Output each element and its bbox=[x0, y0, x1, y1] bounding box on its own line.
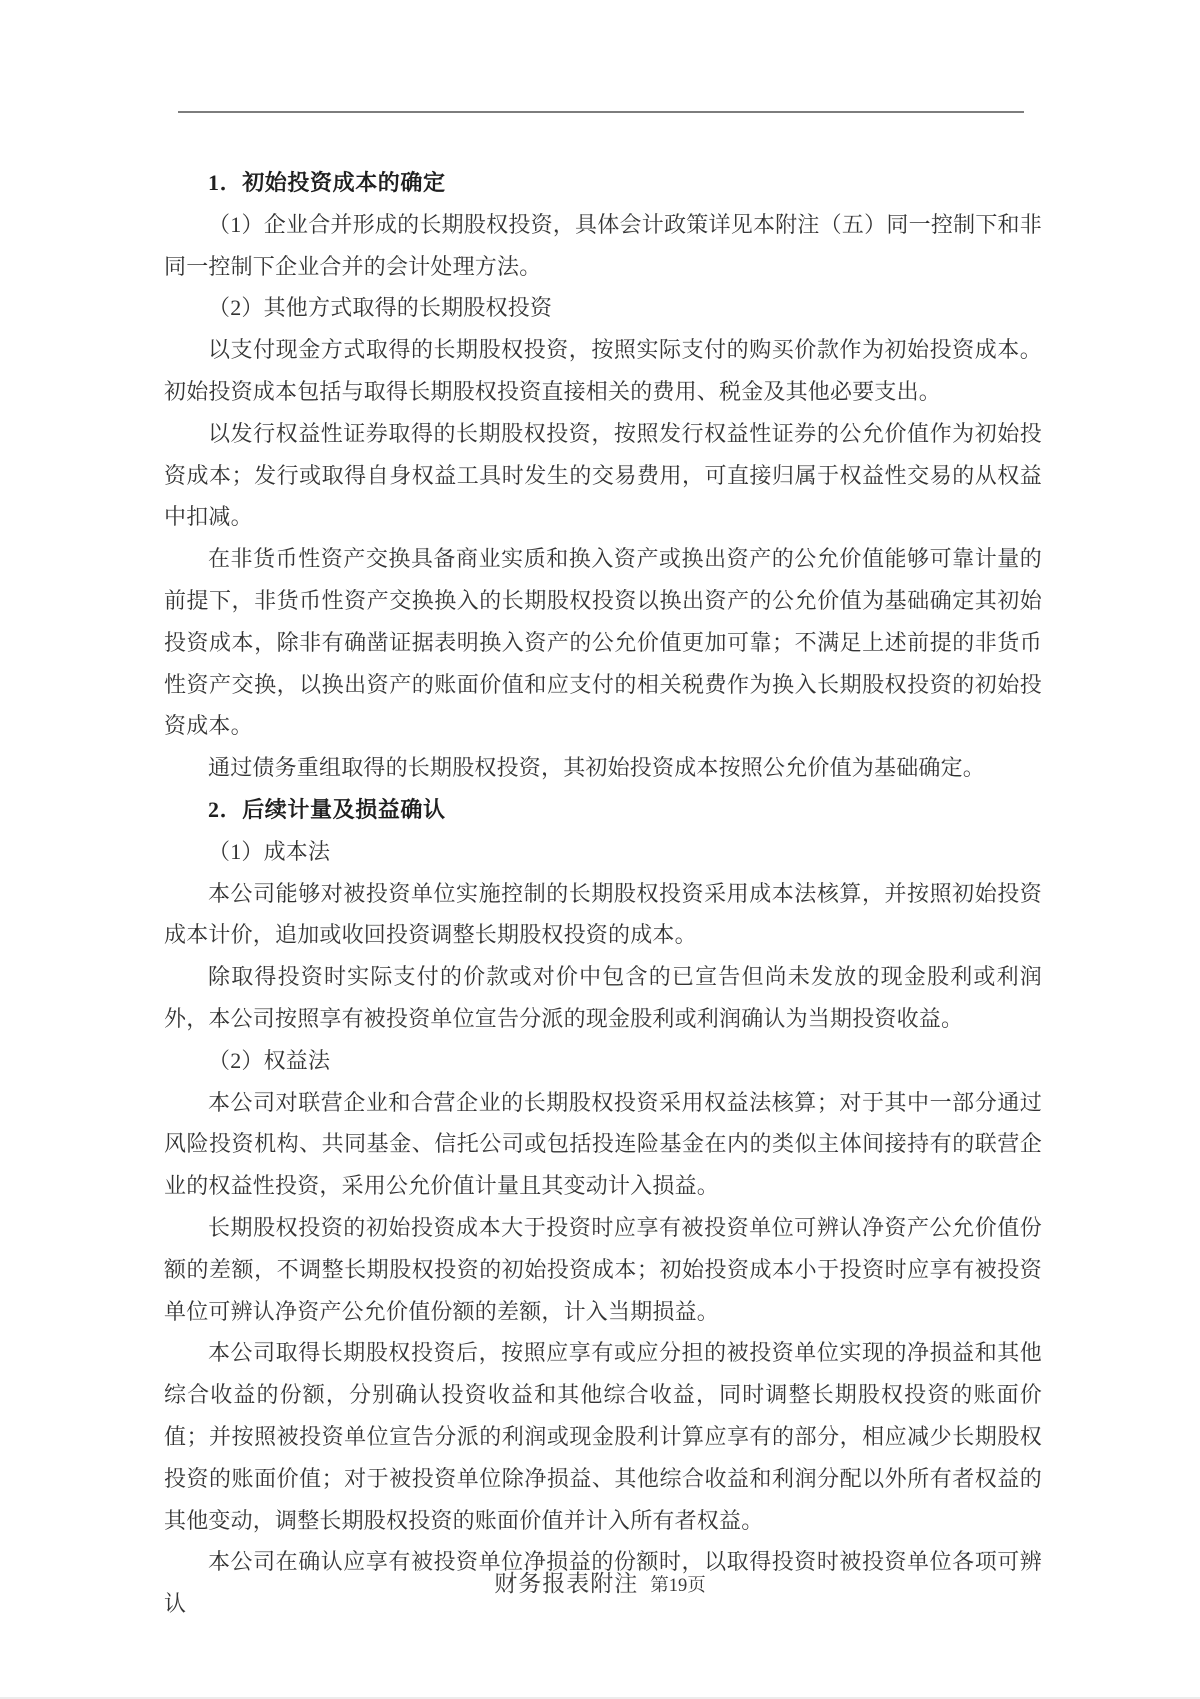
paragraph: 本公司在确认应享有被投资单位净损益的份额时，以取得投资时被投资单位各项可辨认 bbox=[164, 1549, 1042, 1617]
paragraph: 在非货币性资产交换具备商业实质和换入资产或换出资产的公允价值能够可靠计量的前提下，非货币性资产交换换入的长期股权投资以换出资产的公允价值为基础确定其初始投资成本，除非有确凿证据表明换入资产的公允价值更加可靠；不满足上述前提的非货币性资产交换，以换出资产的账面价值和应支付的相关税费作为换入长期股权投资的初始投资成本。 bbox=[164, 546, 1042, 739]
page-footer bbox=[0, 1565, 1200, 1598]
header-rule bbox=[178, 111, 1024, 113]
footer-page-number: 第19页 bbox=[650, 1576, 706, 1596]
paragraph: 长期股权投资的初始投资成本大于投资时应享有被投资单位可辨认净资产公允价值份额的差额，不调整长期股权投资的初始投资成本；初始投资成本小于投资时应享有被投资单位可辨认净资产公允价值份额的差额，计入当期损益。 bbox=[164, 1214, 1042, 1324]
paragraph: （2）其他方式取得的长期股权投资 bbox=[208, 295, 553, 321]
paragraph: （1）企业合并形成的长期股权投资，具体会计政策详见本附注（五）同一控制下和非同一控制下企业合并的会计处理方法。 bbox=[164, 211, 1042, 279]
document-body bbox=[164, 162, 1042, 1625]
paragraph: 本公司能够对被投资单位实施控制的长期股权投资采用成本法核算，并按照初始投资成本计价，追加或收回投资调整长期股权投资的成本。 bbox=[164, 880, 1042, 948]
paragraph: （2）权益法 bbox=[208, 1047, 331, 1073]
paragraph: 本公司取得长期股权投资后，按照应享有或应分担的被投资单位实现的净损益和其他综合收益的份额，分别确认投资收益和其他综合收益，同时调整长期股权投资的账面价值；并按照被投资单位宣告分派的利润或现金股利计算应享有的部分，相应减少长期股权投资的账面价值；对于被投资单位除净损益、其他综合收益和利润分配以外所有者权益的其他变动，调整长期股权投资的账面价值并计入所有者权益。 bbox=[164, 1340, 1042, 1533]
paragraph: 以发行权益性证券取得的长期股权投资，按照发行权益性证券的公允价值作为初始投资成本；发行或取得自身权益工具时发生的交易费用，可直接归属于权益性交易的从权益中扣减。 bbox=[164, 420, 1042, 530]
paragraph: 通过债务重组取得的长期股权投资，其初始投资成本按照公允价值为基础确定。 bbox=[208, 755, 986, 781]
section-heading: 2．后续计量及损益确认 bbox=[208, 796, 446, 822]
paragraph: （1）成本法 bbox=[208, 838, 331, 864]
paragraph: 除取得投资时实际支付的价款或对价中包含的已宣告但尚未发放的现金股利或利润外，本公司按照享有被投资单位宣告分派的现金股利或利润确认为当期投资收益。 bbox=[164, 964, 1042, 1031]
footer-title: 财务报表附注 bbox=[494, 1571, 639, 1596]
paragraph: 本公司对联营企业和合营企业的长期股权投资采用权益法核算；对于其中一部分通过风险投资机构、共同基金、信托公司或包括投连险基金在内的类似主体间接持有的联营企业的权益性投资，采用公允价值计量且其变动计入损益。 bbox=[164, 1089, 1042, 1199]
section-heading: 1．初始投资成本的确定 bbox=[208, 170, 446, 195]
paragraph: 以支付现金方式取得的长期股权投资，按照实际支付的购买价款作为初始投资成本。初始投资成本包括与取得长期股权投资直接相关的费用、税金及其他必要支出。 bbox=[164, 337, 1042, 404]
